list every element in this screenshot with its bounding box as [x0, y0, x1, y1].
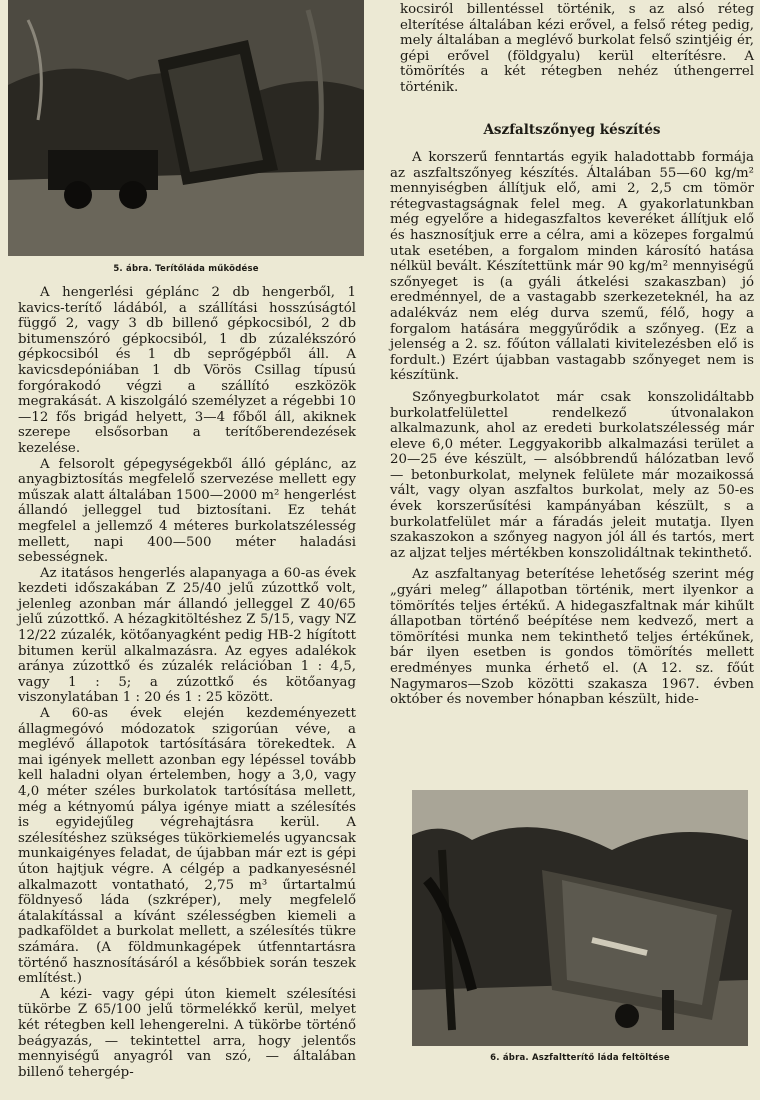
spreader-box-photo — [8, 0, 364, 256]
paragraph: Az aszfaltanyag beterítése lehetőség szerint még „gyári meleg” állapotban történik, mert ilyenkor a tömörítés teljes értékű. A hidegaszfaltnak már kihűlt állapotban történő beépítése nem kedvező, mert a tömörítési munka nem tekinthető teljes értékűnek, bár ilyen esetben is gondos tömörítés mellett eredményes munka érhető el. (A 12. sz. főút Nagymaros—Szob közötti szakasza 1967. évben október és november hónapban készült, hide- — [390, 567, 754, 708]
paragraph: A kézi- vagy gépi úton kiemelt szélesítési tükörbe Z 65/100 jelű törmelékkő kerül, melyet két rétegben kell lehengerelni. A tükörbe történő beágyazás, — tekintettel arra, hogy jelentős mennyiségű anyagról van szó, — általában billenő tehergép- — [18, 986, 356, 1080]
paragraph: A felsorolt gépegységekből álló géplánc, az anyagbiztosítás megfelelő szervezése mellett egy műszak alatt általában 1500—2000 m² hengerlést állandó jelleggel tud biztosítani. Ez tehát megfelel a jellemző 4 méteres burkolatszélesség mellett, napi 400—500 méter haladási sebességnek. — [18, 456, 356, 566]
figure-5-photo — [8, 0, 364, 256]
paragraph: A korszerű fenntartás egyik haladottabb formája az aszfaltszőnyeg készítés. Általában 55—60 kg/m² mennyiségben állítjuk elő, ami 2, 2,5 cm tömör rétegvastagságnak felel meg. A gyakorlatunkban még egyelőre a hidegaszfaltos keveréket állítjuk elő és hasznosítjuk erre a célra, ami a közepes forgalmú utak esetében, a forgalom minden károsító hatása nélkül bevált. Készítettünk már 90 kg/m² mennyiségű szőnyeget is (a gyáli átkelési szakaszban) jó eredménnyel, de a vastagabb szerkezeteknél, ha az adalékváz nem elég durva szemű, félő, hogy a forgalom hatására meggyűrődik a szőnyeg. (Ez a jelenség a 2. sz. főúton vállalati kivitelezésben elő is fordult.) Ezért újabban vastagabb szőnyeget nem is készítünk. — [390, 150, 754, 384]
figure-6-photo — [412, 790, 748, 1046]
asphalt-spreader-loading-photo — [412, 790, 748, 1046]
paragraph: Az itatásos hengerlés alapanyaga a 60-as évek kezdeti időszakában Z 25/40 jelű zúzottkő volt, jelenleg azonban már állandó jelleggel Z 40/65 jelű zúzottkő. A hézagkitöltéshez Z 5/15, vagy NZ 12/22 zúzalék, kötőanyagként pedig HB-2 hígított bitumen kerül alkalmazásra. Az egyes adalékok aránya zúzottkő és zúzalék relációban 1 : 4,5, vagy 1 : 5; a zúzottkő és kötőanyag viszonylatában 1 : 20 és 1 : 25 között. — [18, 565, 356, 706]
paragraph: A 60-as évek elején kezdeményezett állagmegóvó módozatok szigorúan véve, a meglévő állapotok tartósítására törekedtek. A mai igények mellett azonban egy lépéssel tovább kell haladni olyan értelemben, hogy a 3,0, vagy 4,0 méter széles burkolatok tartósítása mellett, még a kétnyomú pálya igénye miatt a szélesítés is egyidejűleg végrehajtásra kerül. A szélesítéshez szükséges tükörkiemelés ugyancsak munkaigényes feladat, de újabban már ezt is gépi úton hajtjuk végre. A célgép a padkanyesésnél alkalmazott vontatható, 2,75 m³ űrtartalmú földnyeső láda (szkréper), mely megfelelő átalakítással a kívánt szélességben kiemeli a padkaföldet a burkolat mellett, a szélesítés tükre számára. (A földmunkagépek útfenntartásra történő hasznosításáról a későbbiek során teszek említést.) — [18, 706, 356, 987]
section-heading: Aszfaltszőnyeg készítés — [483, 122, 661, 138]
left-body-text — [18, 285, 356, 1080]
figure-5-caption: 5. ábra. Terítőláda működése — [113, 264, 259, 274]
figure-6-caption: 6. ábra. Aszfaltterítő láda feltöltése — [490, 1053, 670, 1063]
right-continuation-text — [390, 2, 754, 96]
paragraph-continuation: kocsiról billentéssel történik, s az alsó réteg elterítése általában kézi erővel, a felső réteg pedig, mely általában a meglévő burkolat felső szintjéig ér, gépi erővel (földgyalu) kerül elterítésre. A tömörítés a két rétegben nehéz úthengerrel történik. — [400, 2, 754, 95]
paragraph: A hengerlési géplánc 2 db hengerből, 1 kavics-terítő ládából, a szállítási hosszúságtól függő 2, vagy 3 db billenő gépkocsiból, 2 db bitumenszóró gépkocsiból, 1 db zúzalékszóró gépkocsiból és 1 db seprőgépből áll. A kavicsdepóniában 1 db Vörös Csillag típusú forgórakodó végzi a szállító eszközök megrakását. A kiszolgáló személyzet a régebbi 10—12 fős brigád helyett, 3—4 főből áll, akiknek szerepe elsősorban a terítőberendezések kezelése. — [18, 285, 356, 456]
paragraph: Szőnyegburkolatot már csak konszolidáltabb burkolatfelülettel rendelkező útvonalakon alkalmazunk, ahol az eredeti burkolatszélesség már eleve 6,0 méter. Leggyakoribb alkalmazási terület a 20—25 éve készült, — alsóbbrendű hálózatban levő — betonburkolat, melynek felülete már mozaikossá vált, vagy olyan aszfaltos burkolat, mely az 50-es évek korszerűsítési kampányában készült, s a burkolatfelület már a fáradás jeleit mutatja. Ilyen szakaszokon a szőnyeg nagyon jól áll és tartós, mert az aljzat teljes mértékben konszolidáltnak tekinthető. — [390, 389, 754, 561]
right-body-text — [390, 150, 754, 708]
